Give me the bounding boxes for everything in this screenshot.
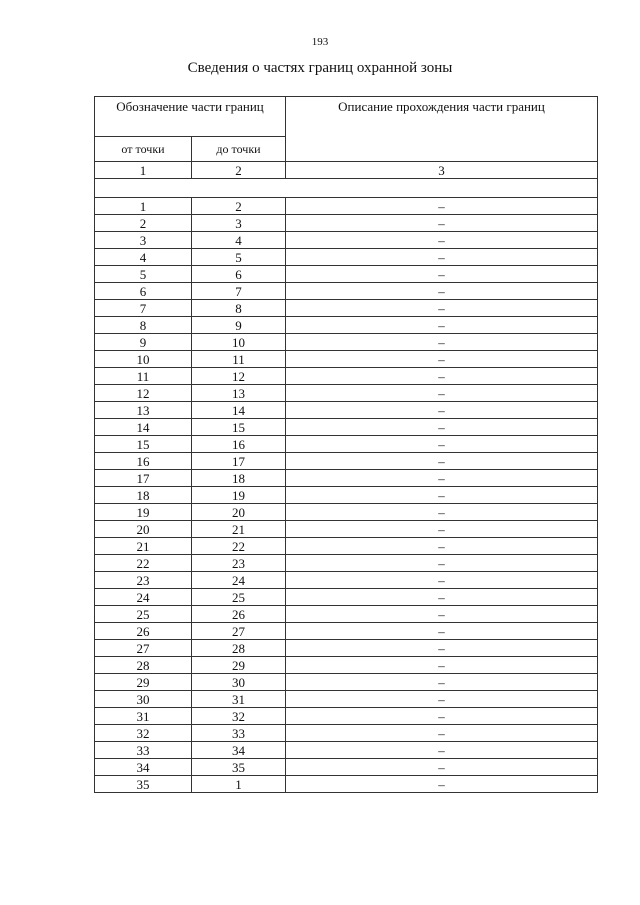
to-point-cell: 25 [192,589,286,606]
header-from-point: от точки [95,137,192,162]
description-cell: – [286,232,598,249]
from-point-cell: 7 [95,300,192,317]
description-cell: – [286,436,598,453]
table-row [95,691,598,708]
table-row [95,589,598,606]
to-point-cell: 15 [192,419,286,436]
header-boundary-designation: Обозначение части границ [95,97,286,137]
description-cell: – [286,759,598,776]
table-row [95,215,598,232]
document-title: Сведения о частях границ охранной зоны [187,60,453,76]
description-cell: – [286,538,598,555]
description-cell: – [286,368,598,385]
header-boundary-description: Описание прохождения части границ [286,97,598,162]
to-point-cell: 2 [192,198,286,215]
to-point-cell: 29 [192,657,286,674]
table-row [95,436,598,453]
from-point-cell: 23 [95,572,192,589]
description-cell: – [286,402,598,419]
column-number-3: 3 [286,162,598,179]
table-row [95,300,598,317]
table-row [95,538,598,555]
to-point-cell: 17 [192,453,286,470]
to-point-cell: 9 [192,317,286,334]
to-point-cell: 11 [192,351,286,368]
table-row [95,742,598,759]
from-point-cell: 16 [95,453,192,470]
description-cell: – [286,640,598,657]
boundary-parts-table [94,96,598,793]
to-point-cell: 32 [192,708,286,725]
to-point-cell: 1 [192,776,286,793]
table-row [95,232,598,249]
from-point-cell: 4 [95,249,192,266]
from-point-cell: 28 [95,657,192,674]
to-point-cell: 27 [192,623,286,640]
empty-section-cell [95,179,598,198]
from-point-cell: 18 [95,487,192,504]
description-cell: – [286,198,598,215]
table-row [95,606,598,623]
column-number-2: 2 [192,162,286,179]
table-row [95,368,598,385]
to-point-cell: 20 [192,504,286,521]
from-point-cell: 12 [95,385,192,402]
empty-section-row [95,179,598,198]
description-cell: – [286,623,598,640]
table-row [95,504,598,521]
from-point-cell: 17 [95,470,192,487]
table-row [95,198,598,215]
from-point-cell: 34 [95,759,192,776]
table-row [95,470,598,487]
table-row [95,283,598,300]
table-row [95,266,598,283]
from-point-cell: 20 [95,521,192,538]
table-row [95,249,598,266]
from-point-cell: 8 [95,317,192,334]
description-cell: – [286,249,598,266]
from-point-cell: 10 [95,351,192,368]
table-row [95,487,598,504]
to-point-cell: 8 [192,300,286,317]
description-cell: – [286,453,598,470]
table-row [95,572,598,589]
table-row [95,623,598,640]
description-cell: – [286,691,598,708]
to-point-cell: 28 [192,640,286,657]
to-point-cell: 26 [192,606,286,623]
table-row [95,725,598,742]
to-point-cell: 6 [192,266,286,283]
table-row [95,402,598,419]
from-point-cell: 35 [95,776,192,793]
to-point-cell: 14 [192,402,286,419]
description-cell: – [286,504,598,521]
to-point-cell: 16 [192,436,286,453]
description-cell: – [286,470,598,487]
from-point-cell: 11 [95,368,192,385]
from-point-cell: 22 [95,555,192,572]
to-point-cell: 19 [192,487,286,504]
from-point-cell: 24 [95,589,192,606]
from-point-cell: 2 [95,215,192,232]
description-cell: – [286,300,598,317]
description-cell: – [286,708,598,725]
description-cell: – [286,572,598,589]
table-row [95,657,598,674]
table-row [95,674,598,691]
description-cell: – [286,385,598,402]
table-row [95,385,598,402]
from-point-cell: 19 [95,504,192,521]
to-point-cell: 24 [192,572,286,589]
from-point-cell: 26 [95,623,192,640]
to-point-cell: 33 [192,725,286,742]
description-cell: – [286,725,598,742]
from-point-cell: 27 [95,640,192,657]
from-point-cell: 13 [95,402,192,419]
from-point-cell: 21 [95,538,192,555]
description-cell: – [286,521,598,538]
description-cell: – [286,555,598,572]
header-row-1 [95,97,598,137]
description-cell: – [286,487,598,504]
description-cell: – [286,589,598,606]
table-row [95,453,598,470]
from-point-cell: 31 [95,708,192,725]
to-point-cell: 30 [192,674,286,691]
table-row [95,776,598,793]
from-point-cell: 33 [95,742,192,759]
from-point-cell: 5 [95,266,192,283]
to-point-cell: 12 [192,368,286,385]
to-point-cell: 4 [192,232,286,249]
description-cell: – [286,657,598,674]
description-cell: – [286,776,598,793]
from-point-cell: 25 [95,606,192,623]
table-row [95,351,598,368]
description-cell: – [286,674,598,691]
to-point-cell: 7 [192,283,286,300]
to-point-cell: 31 [192,691,286,708]
to-point-cell: 10 [192,334,286,351]
table-row [95,640,598,657]
to-point-cell: 13 [192,385,286,402]
description-cell: – [286,351,598,368]
from-point-cell: 15 [95,436,192,453]
description-cell: – [286,419,598,436]
table-row [95,419,598,436]
page-number: 193 [311,36,329,48]
table-row [95,708,598,725]
to-point-cell: 35 [192,759,286,776]
from-point-cell: 32 [95,725,192,742]
from-point-cell: 1 [95,198,192,215]
from-point-cell: 29 [95,674,192,691]
column-number-row [95,162,598,179]
header-to-point: до точки [192,137,286,162]
table-row [95,759,598,776]
to-point-cell: 5 [192,249,286,266]
to-point-cell: 3 [192,215,286,232]
table-body [95,97,598,793]
to-point-cell: 23 [192,555,286,572]
table-row [95,521,598,538]
table-row [95,317,598,334]
table-row [95,555,598,572]
description-cell: – [286,266,598,283]
description-cell: – [286,742,598,759]
to-point-cell: 18 [192,470,286,487]
from-point-cell: 6 [95,283,192,300]
to-point-cell: 22 [192,538,286,555]
description-cell: – [286,606,598,623]
table-row [95,334,598,351]
description-cell: – [286,283,598,300]
from-point-cell: 9 [95,334,192,351]
from-point-cell: 3 [95,232,192,249]
description-cell: – [286,317,598,334]
to-point-cell: 21 [192,521,286,538]
from-point-cell: 30 [95,691,192,708]
description-cell: – [286,215,598,232]
column-number-1: 1 [95,162,192,179]
description-cell: – [286,334,598,351]
from-point-cell: 14 [95,419,192,436]
to-point-cell: 34 [192,742,286,759]
